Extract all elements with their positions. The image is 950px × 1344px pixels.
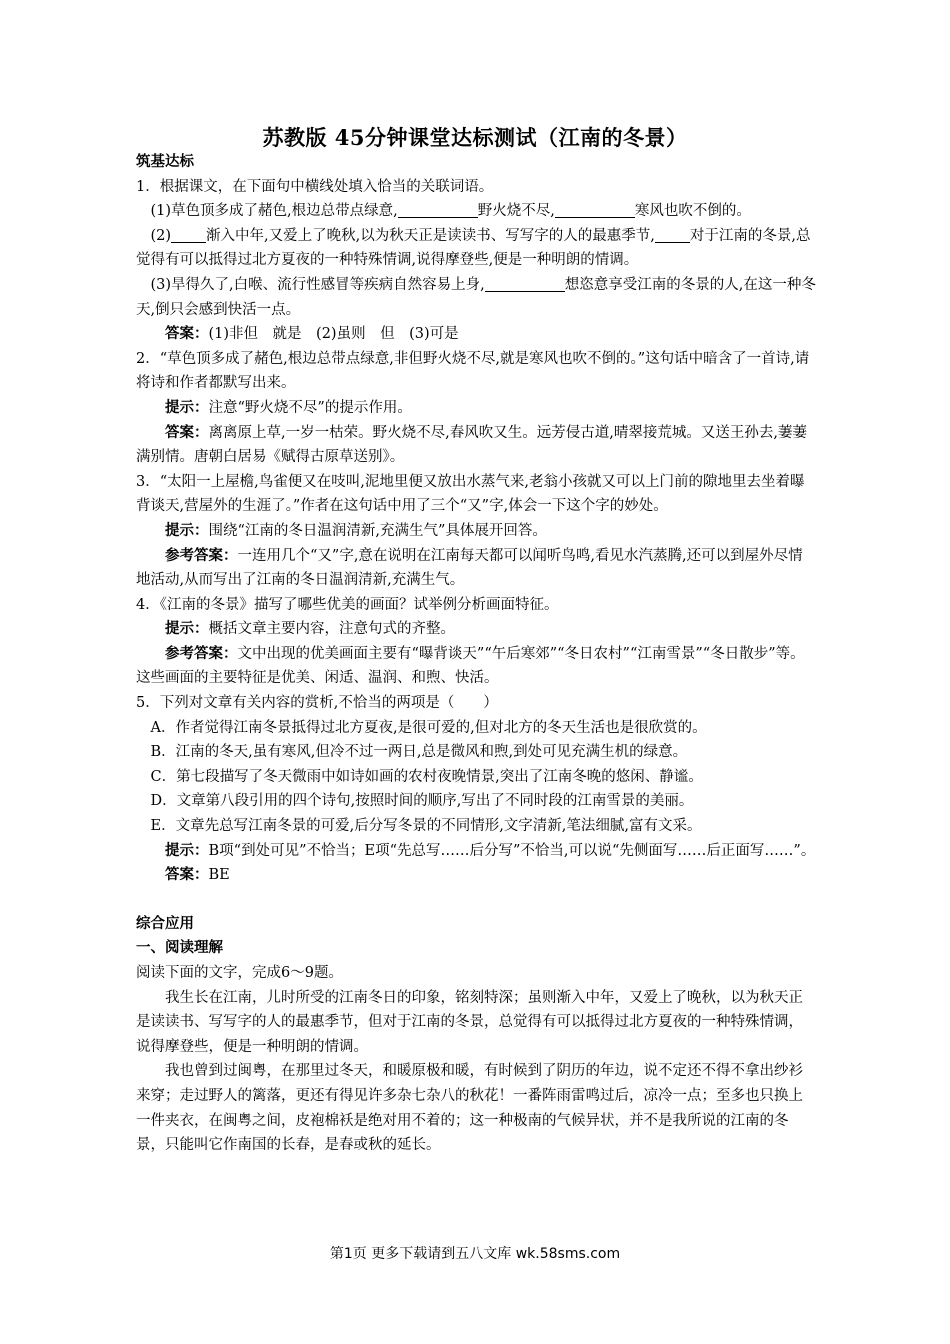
q1-s1-part-b: 野火烧不尽, [477, 203, 555, 220]
answer-text: 离离原上草,一岁一枯荣。野火烧不尽,春风吹又生。远芳侵古道,晴翠接荒城。又送王孙去,萋萋满别情。唐朝白居易《赋得古原草送别》。 [136, 424, 807, 466]
q1-s3-part-b: 想恣意享受江南的冬景的人,在这一种冬天,倒只会感到快活一点。 [136, 276, 816, 318]
answer-text: 文中出现的优美画面主要有“曝背谈天”“午后寒郊”“冬日农村”“江南雪景”“冬日散步”等。这些画面的主要特征是优美、闲适、温润、和煦、快活。 [136, 645, 805, 687]
q1-answer [136, 322, 816, 347]
answer-label: 答案： [165, 325, 209, 343]
q1-sentence-3 [136, 273, 816, 322]
passage-paragraph-2: 我也曾到过闽粤，在那里过冬天，和暖原极和暖，有时候到了阴历的年边，说不定还不得不拿出纱衫来穿；走过野人的篱落，更还有得见许多杂七杂八的秋花！一番阵雨雷鸣过后，凉冷一点；至多也只换上一件夹衣，在闽粤之间，皮袍棉袄是绝对用不着的；这一种极南的气候异状，并不是我所说的江南的冬景，只能叫它作南国的长春，是春或秋的延长。 [136, 1063, 803, 1154]
q1-stem: 1．根据课文，在下面句中横线处填入恰当的关联词语。 [136, 178, 494, 195]
q5-option-d: D．文章第八段引用的四个诗句,按照时间的顺序,写出了不同时段的江南雪景的美丽。 [150, 793, 694, 810]
hint-text: 围绕“江南的冬日温润清新,充满生气”具体展开回答。 [208, 522, 547, 539]
q1-s1-part-a: (1)草色顶多成了赭色,根边总带点绿意, [150, 203, 398, 220]
q4-stem: 4．《江南的冬景》描写了哪些优美的画面？试举例分析画面特征。 [136, 596, 559, 613]
reading-intro: 阅读下面的文字，完成6～9题。 [136, 965, 343, 981]
q5-option-a: A．作者觉得江南冬景抵得过北方夏夜,是很可爱的,但对北方的冬天生活也是很欣赏的。 [150, 719, 707, 736]
hint-label: 提示： [165, 841, 209, 859]
q5-option-e: E．文章先总写江南冬景的可爱,后分写冬景的不同情形,文字清新,笔法细腻,富有文采。 [150, 818, 702, 835]
q2-stem: 2．“草色顶多成了赭色,根边总带点绿意,非但野火烧不尽,就是寒风也吹不倒的。”这句话中暗含了一首诗,请将诗和作者都默写出来。 [136, 350, 810, 392]
section-spacer [136, 888, 816, 912]
q1-s2-part-a: (2) [150, 227, 172, 244]
document-body [136, 150, 816, 1158]
page-footer: 第1页 更多下载请到五八文库 wk.58sms.com [329, 1246, 621, 1262]
q1-sentence-1 [136, 199, 816, 224]
section-heading-apply: 综合应用 [136, 914, 194, 932]
q5-option-b: B．江南的冬天,虽有寒风,但冷不过一两日,总是微风和煦,到处可见充满生机的绿意。 [150, 744, 688, 761]
fill-blank[interactable] [655, 226, 690, 243]
q4-hint [136, 617, 816, 642]
q5-hint [136, 839, 816, 864]
answer-label: 答案： [165, 423, 209, 441]
q5-answer [136, 863, 816, 888]
q1-sentence-2 [136, 224, 816, 273]
q1-s1-part-c: 寒风也吹不倒的。 [634, 203, 751, 220]
answer-label: 答案： [165, 866, 209, 884]
hint-label: 提示： [165, 521, 209, 539]
section-heading-basic: 筑基达标 [136, 153, 194, 170]
q1-s2-part-c: 对于江南的冬景,总觉得有可以抵得过北方夏夜的一种特殊情调,说得摩登些,便是一种明朗的情调。 [136, 227, 811, 269]
q4-answer [136, 642, 816, 691]
q1-s2-part-b: 渐入中年,又爱上了晚秋,以为秋天正是读读书、写写字的人的最惠季节, [206, 227, 655, 244]
answer-label: 参考答案： [165, 546, 238, 564]
q1-s3-part-a: (3)旱得久了,白喉、流行性感冒等疾病自然容易上身, [150, 276, 485, 293]
subsection-heading-reading: 一、阅读理解 [136, 939, 223, 957]
q5-stem: 5．下列对文章有关内容的赏析,不恰当的两项是（ ） [136, 695, 498, 712]
q3-stem: 3．“太阳一上屋檐,鸟雀便又在吱叫,泥地里便又放出水蒸气来,老翁小孩就又可以上门前的隙地里去坐着曝背谈天,营屋外的生涯了。”作者在这句话中用了三个“又”字,体会一下这个字的妙处。 [136, 473, 805, 515]
page-title: 苏教版 45分钟课堂达标测试（江南的冬景） [262, 125, 688, 150]
fill-blank[interactable] [171, 226, 206, 243]
passage-paragraph-1: 我生长在江南，儿时所受的江南冬日的印象，铭刻特深；虽则渐入中年，又爱上了晚秋，以为秋天正是读读书、写写字的人的最惠季节，但对于江南的冬景，总觉得有可以抵得过北方夏夜的一种特殊情调，说得摩登些，便是一种明朗的情调。 [136, 989, 803, 1055]
hint-label: 提示： [165, 620, 209, 638]
fill-blank[interactable] [555, 201, 635, 218]
fill-blank[interactable] [485, 275, 565, 292]
hint-text: 概括文章主要内容，注意句式的齐整。 [208, 621, 455, 638]
q2-hint [136, 396, 816, 421]
q5-option-c: C．第七段描写了冬天微雨中如诗如画的农村夜晚情景,突出了江南冬晚的悠闲、静谧。 [150, 768, 703, 785]
q3-hint [136, 519, 816, 544]
q3-answer [136, 544, 816, 593]
hint-text: 注意“野火烧不尽”的提示作用。 [208, 399, 412, 416]
hint-label: 提示： [165, 398, 209, 416]
fill-blank[interactable] [398, 201, 478, 218]
q2-answer [136, 421, 816, 470]
answer-label: 参考答案： [165, 644, 238, 662]
answer-text: 一连用几个“又”字,意在说明在江南每天都可以闻听鸟鸣,看见水汽蒸腾,还可以到屋外尽情地活动,从而写出了江南的冬日温润清新,充满生气。 [136, 547, 803, 589]
answer-text: (1)非但 就是 (2)虽则 但 (3)可是 [208, 326, 459, 343]
hint-text: B项“到处可见”不恰当；E项“先总写……后分写”不恰当,可以说“先侧面写……后正面写……”。 [208, 842, 816, 859]
answer-text: BE [208, 867, 230, 884]
